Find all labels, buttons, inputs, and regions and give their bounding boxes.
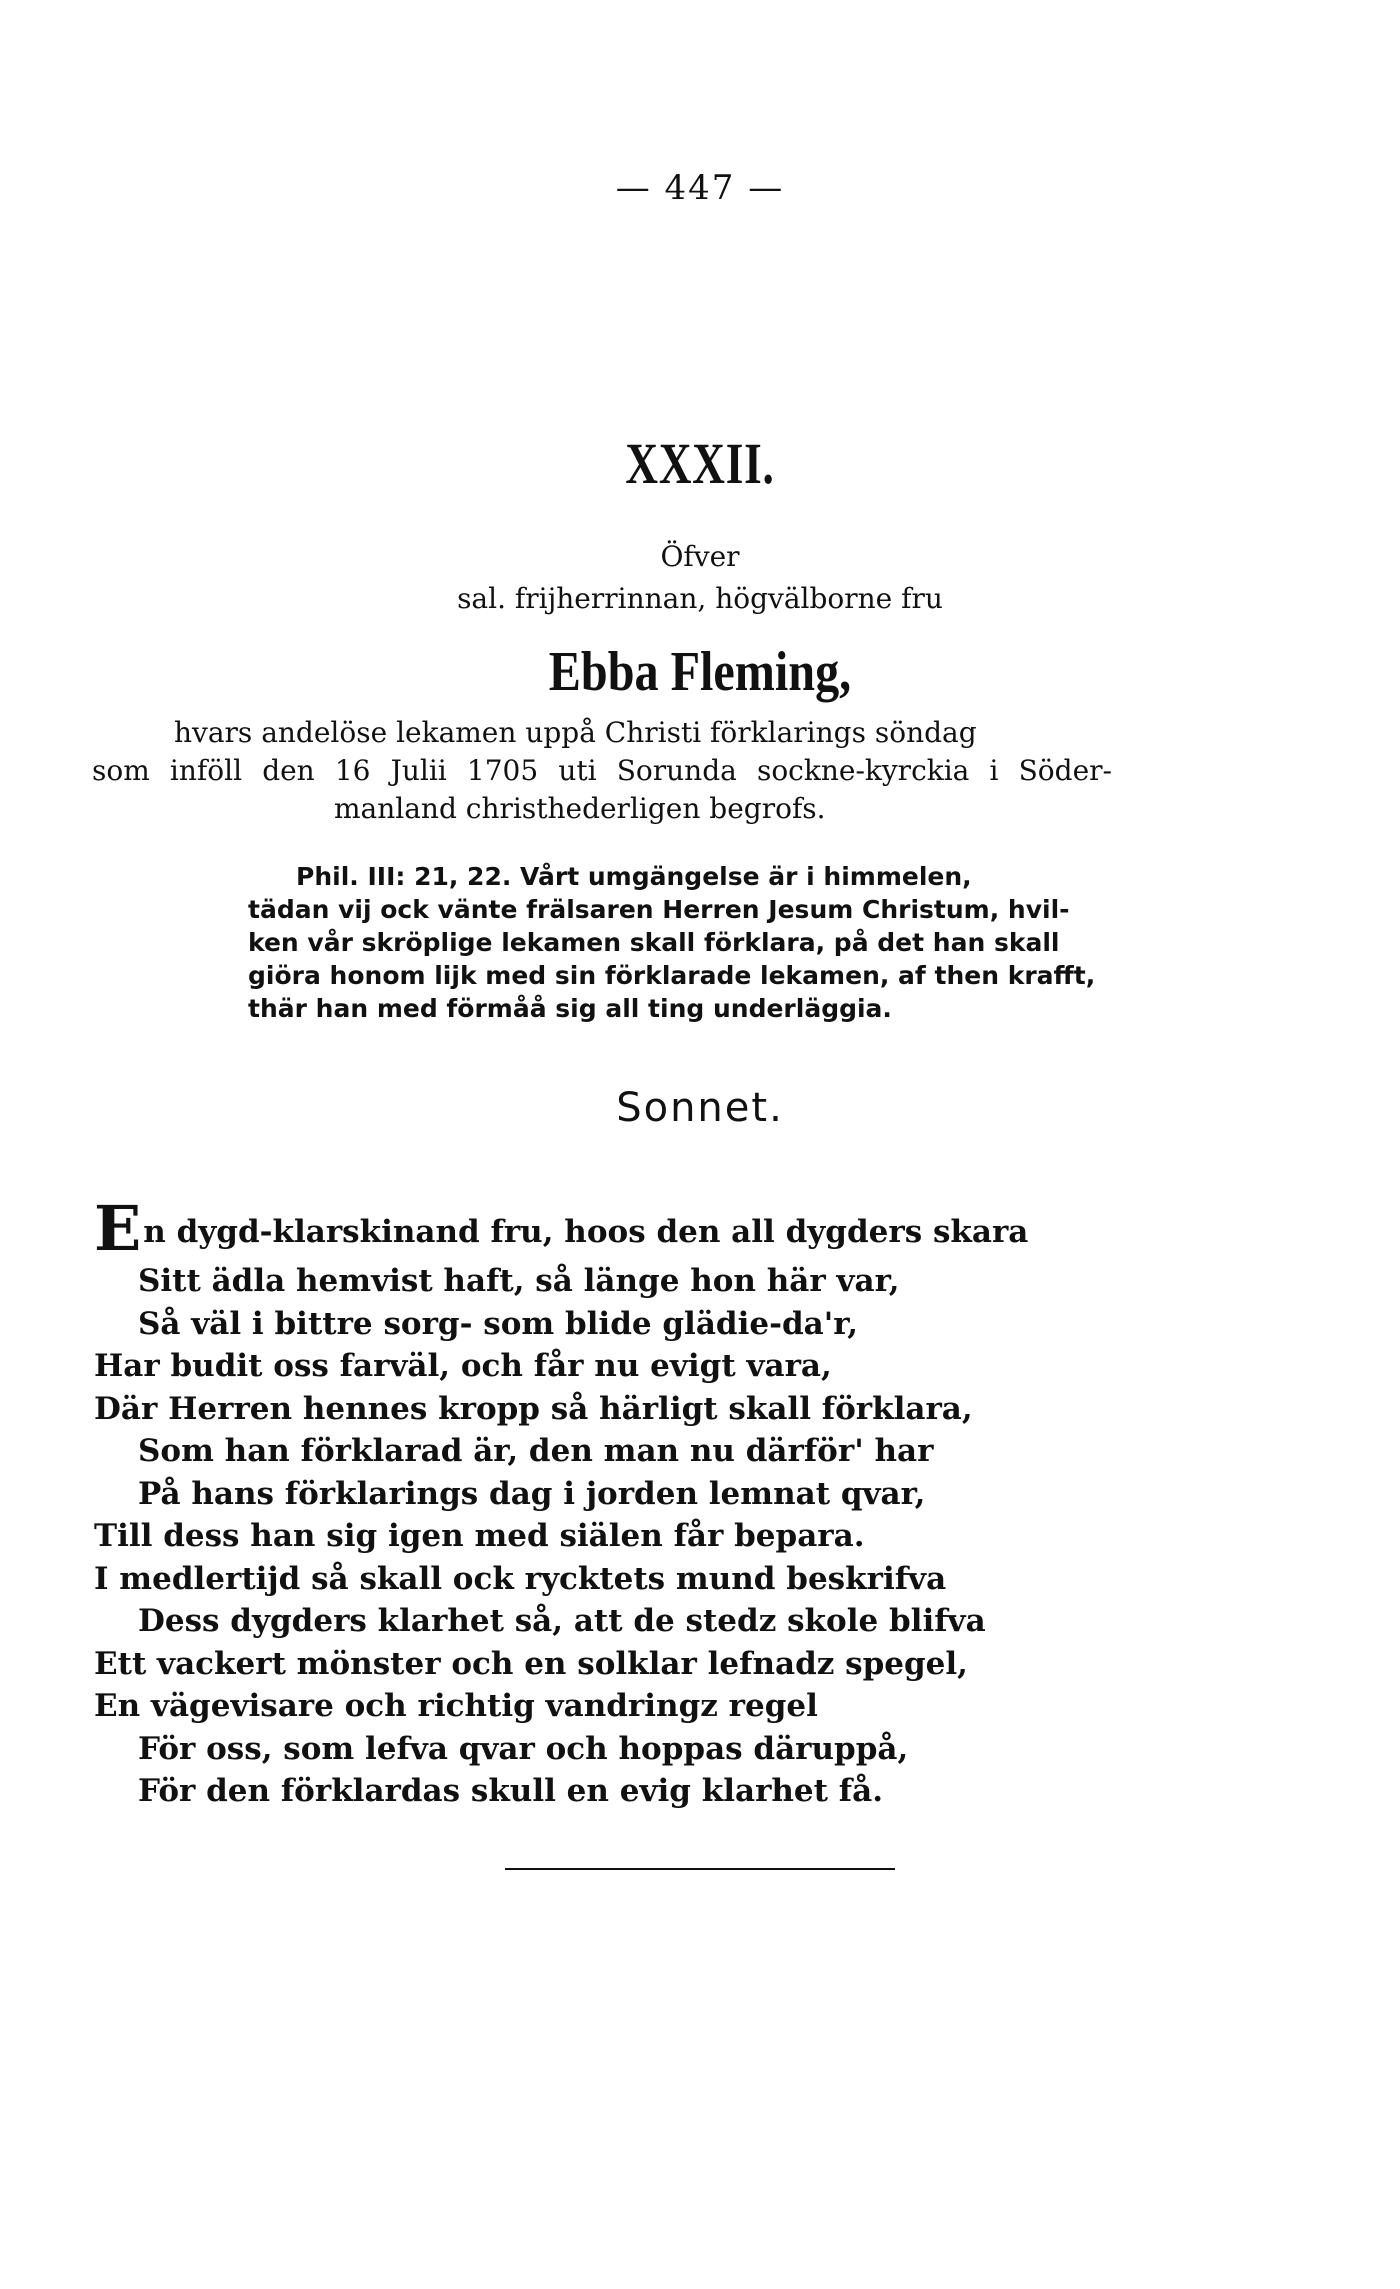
bible-line: Phil. III: 21, 22. Vårt umgängelse är i himmelen, <box>296 862 972 891</box>
bible-quotation <box>248 860 1118 1025</box>
poem-line: Dess dygders klarhet så, att de stedz skole blifva <box>138 1603 986 1639</box>
description-line: manland christhederligen begrofs. <box>334 792 826 825</box>
bible-line: giöra honom lijk med sin förklarade lekamen, af then krafft, <box>248 961 1096 990</box>
poem-line: För den förklardas skull en evig klarhet få. <box>138 1773 883 1809</box>
heading-description <box>92 714 1112 828</box>
poem-line: Så väl i bittre sorg- som blide glädie-da'r, <box>138 1305 859 1342</box>
description-line: som inföll den 16 Julii 1705 uti Sorunda sockne-kyrckia i Söder- <box>92 754 1112 787</box>
poem-line-text: n dygd-klarskinand fru, hoos den all dygders skara <box>143 1214 1029 1250</box>
poem-line: Har budit oss farväl, och får nu evigt vara, <box>94 1348 832 1384</box>
sonnet-title: Sonnet. <box>616 1085 784 1131</box>
sonnet-poem <box>94 1192 1134 1813</box>
poem-line: På hans förklarings dag i jorden lemnat qvar, <box>138 1475 926 1512</box>
poem-line: Där Herren hennes kropp så härligt skall förklara, <box>94 1390 973 1427</box>
poem-line: Ett vackert mönster och en solklar lefnadz spegel, <box>94 1645 968 1682</box>
poem-line: Sitt ädla hemvist haft, så länge hon här var, <box>138 1263 900 1299</box>
bible-line: tädan vij ock vänte frälsaren Herren Jesum Christum, hvil- <box>248 895 1070 924</box>
poem-line: Till dess han sig igen med siälen får bepara. <box>94 1518 865 1554</box>
description-line: hvars andelöse lekamen uppå Christi förklarings söndag <box>174 716 977 749</box>
heading-ofver: Öfver <box>660 540 740 573</box>
poem-line: I medlertijd så skall ock rycktets mund beskrifva <box>94 1560 947 1597</box>
section-number: XXXII. <box>625 431 775 496</box>
heading-name: Ebba Fleming, <box>548 641 852 703</box>
poem-line: Som han förklarad är, den man nu därför' har <box>138 1433 934 1469</box>
heading-dedication: sal. frijherrinnan, högvälborne fru <box>457 582 943 615</box>
poem-line: En vägevisare och richtig vandringz regel <box>94 1688 818 1724</box>
bible-line: thär han med förmåå sig all ting underläggia. <box>248 994 892 1023</box>
bible-line: ken vår skröplige lekamen skall förklara, på det han skall <box>248 928 1060 957</box>
poem-line: För oss, som lefva qvar och hoppas däruppå, <box>138 1730 909 1767</box>
drop-initial: E <box>94 1192 142 1265</box>
end-rule <box>505 1868 895 1870</box>
poem-line <box>94 1192 1134 1265</box>
page-number: — 447 — <box>615 168 785 208</box>
